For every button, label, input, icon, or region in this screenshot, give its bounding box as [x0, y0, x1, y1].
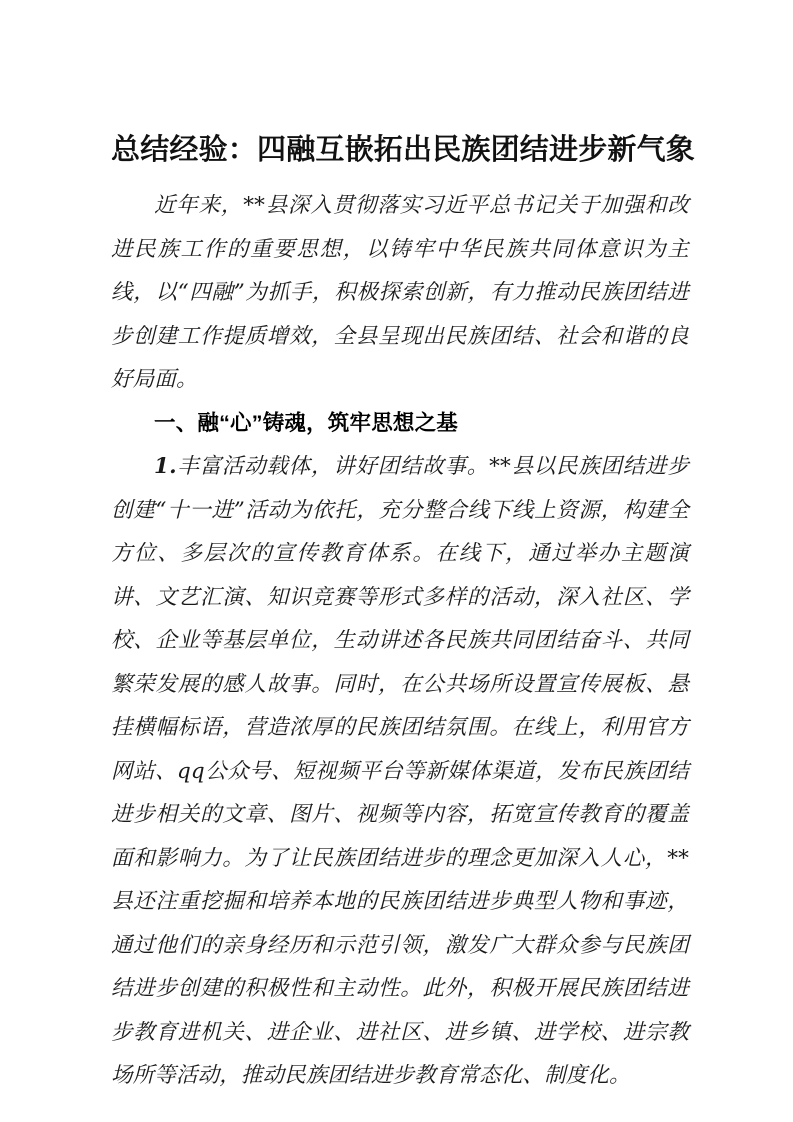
subsection-body-one: **县以民族团结进步创建“十一进”活动为依托，充分整合线下线上资源，构建全方位、多层次的宣传教育体系。在线下，通过举办主题演讲、文艺汇演、知识竞赛等形式多样的活动，深入社区、学校、企业等基层单位，生动讲述各民族共同团结奋斗、共同繁荣发展的感人故事。同时，在公共场所设置宣传展板、悬挂横幅标语，营造浓厚的民族团结氛围。在线上，利用官方网站、qq公众号、短视频平台等新媒体渠道，发布民族团结进步相关的文章、图片、视频等内容，拓宽宣传教育的覆盖面和影响力。为了让民族团结进步的理念更加深入人心，**县还注重挖掘和培养本地的民族团结进步典型人物和事迹，通过他们的亲身经历和示范引领，激发广大群众参与民族团结进步创建的积极性和主动性。此外，积极开展民族团结进步教育进机关、进企业、进社区、进乡镇、进学校、进宗教场所等活动，推动民族团结进步教育常态化、制度化。: [111, 454, 689, 1088]
intro-paragraph: 近年来，**县深入贯彻落实习近平总书记关于加强和改进民族工作的重要思想，以铸牢中华民族共同体意识为主线，以“四融”为抓手，积极探索创新，有力推动民族团结进步创建工作提质增效，全县呈现出民族团结、社会和谐的良好局面。: [111, 193, 689, 392]
subsection-paragraph-one: [111, 445, 689, 1098]
section-heading-one: 一、融“心”铸魂，筑牢思想之基: [154, 410, 459, 435]
document-body: [111, 128, 696, 1098]
subsection-lead-one: 1.丰富活动载体，讲好团结故事。: [154, 454, 490, 479]
page-title: 总结经验：四融互嵌拓出民族团结进步新气象: [111, 134, 696, 166]
